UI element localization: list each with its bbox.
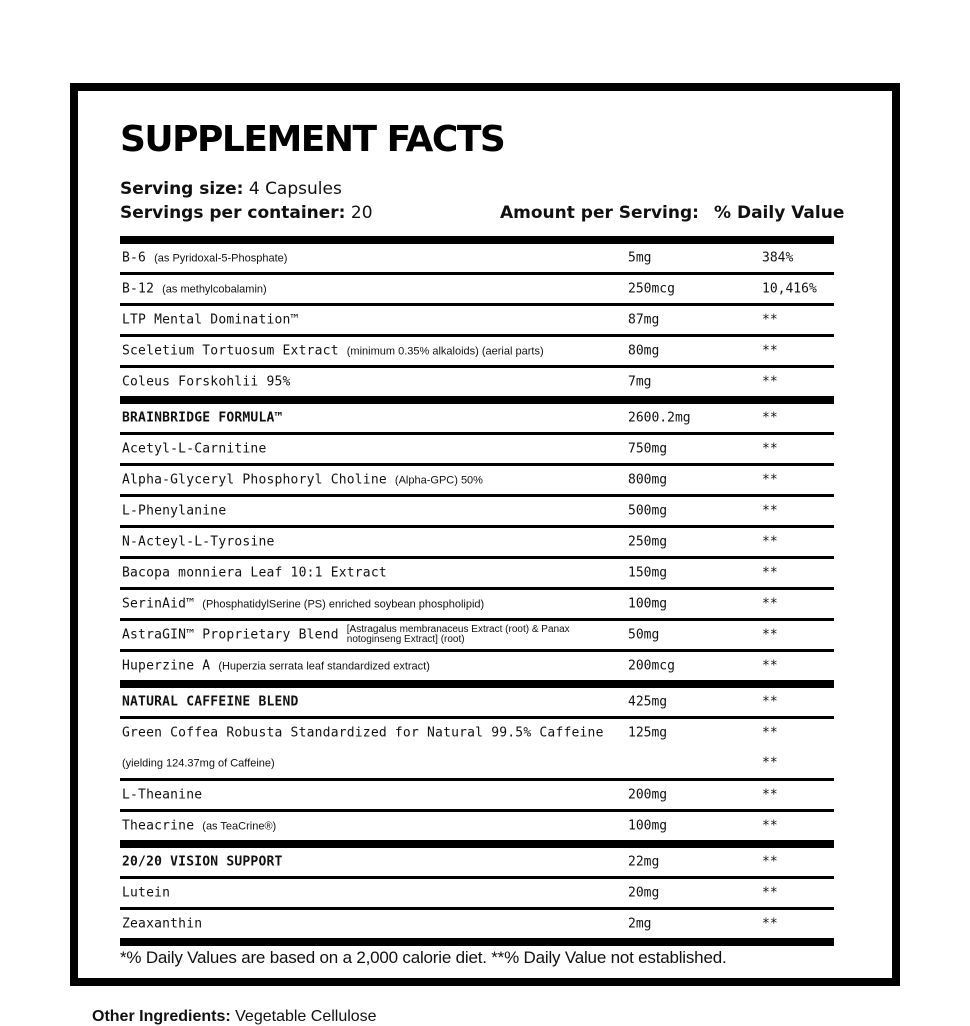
serving-size bbox=[120, 179, 342, 199]
facts-table bbox=[120, 236, 834, 946]
ingredient-note: (PhosphatidylSerine (PS) enriched soybean phospholipid) bbox=[202, 598, 485, 611]
ingredient-note: (as TeaCrine®) bbox=[202, 820, 277, 833]
ingredient-name: Sceletium Tortuosum Extract bbox=[122, 343, 339, 359]
table-row bbox=[120, 556, 834, 587]
serving-size-value: 4 Capsules bbox=[248, 179, 342, 199]
section-title: 20/20 VISION SUPPORT bbox=[122, 854, 283, 870]
ingredient-amount: 50mg bbox=[628, 627, 660, 643]
table-row bbox=[120, 236, 834, 272]
ingredient-dv: ** bbox=[762, 472, 778, 488]
ingredient-amount: 125mg bbox=[628, 725, 668, 741]
ingredient-name: SerinAid™ bbox=[122, 596, 195, 612]
amount-column-header: Amount per Serving: bbox=[500, 203, 699, 223]
ingredient-amount: 100mg bbox=[628, 596, 668, 612]
ingredient-dv: ** bbox=[762, 854, 778, 870]
ingredient-name: Lutein bbox=[122, 885, 171, 901]
section-row-brainbridge bbox=[120, 396, 834, 432]
table-row bbox=[120, 876, 834, 907]
ingredient-dv: ** bbox=[762, 694, 778, 710]
ingredient-dv: ** bbox=[762, 916, 778, 932]
table-row bbox=[120, 716, 834, 747]
ingredient-note: (minimum 0.35% alkaloids) (aerial parts) bbox=[346, 345, 544, 358]
ingredient-dv: ** bbox=[762, 596, 778, 612]
ingredient-dv: ** bbox=[762, 534, 778, 550]
other-ingredients-value: Vegetable Cellulose bbox=[235, 1008, 377, 1025]
ingredient-dv: 10,416% bbox=[762, 281, 817, 297]
ingredient-name: L-Theanine bbox=[122, 787, 203, 803]
daily-value-footnote: *% Daily Values are based on a 2,000 calorie diet. **% Daily Value not established. bbox=[120, 948, 727, 967]
ingredient-dv: ** bbox=[762, 885, 778, 901]
ingredient-amount: 2mg bbox=[628, 916, 652, 932]
table-row bbox=[120, 809, 834, 840]
ingredient-amount: 5mg bbox=[628, 250, 652, 266]
ingredient-name: Alpha-Glyceryl Phosphoryl Choline bbox=[122, 472, 387, 488]
ingredient-amount: 22mg bbox=[628, 854, 660, 870]
ingredient-note: (Alpha-GPC) 50% bbox=[394, 474, 483, 487]
table-row bbox=[120, 303, 834, 334]
ingredient-dv: ** bbox=[762, 503, 778, 519]
section-title: BRAINBRIDGE FORMULA™ bbox=[122, 410, 283, 426]
ingredient-name: B-6 bbox=[122, 250, 147, 266]
ingredient-name: N-Acteyl-L-Tyrosine bbox=[122, 534, 275, 550]
ingredient-name: Acetyl-L-Carnitine bbox=[122, 441, 267, 457]
ingredient-note: (yielding 124.37mg of Caffeine) bbox=[122, 757, 275, 769]
ingredient-name: Bacopa monniera Leaf 10:1 Extract bbox=[122, 565, 387, 581]
other-ingredients bbox=[92, 1008, 377, 1026]
ingredient-dv: ** bbox=[762, 441, 778, 457]
supplement-facts-panel bbox=[70, 83, 900, 986]
ingredient-dv: ** bbox=[762, 627, 778, 643]
ingredient-amount: 200mcg bbox=[628, 658, 675, 674]
ingredient-dv: ** bbox=[762, 312, 778, 328]
ingredient-name: B-12 bbox=[122, 281, 155, 297]
ingredient-amount: 150mg bbox=[628, 565, 668, 581]
ingredient-amount: 87mg bbox=[628, 312, 660, 328]
ingredient-name: Coleus Forskohlii 95% bbox=[122, 374, 291, 390]
panel-title: SUPPLEMENT FACTS bbox=[120, 119, 505, 160]
ingredient-dv: ** bbox=[762, 725, 778, 741]
table-row bbox=[120, 747, 834, 778]
ingredient-amount: 425mg bbox=[628, 694, 668, 710]
table-row bbox=[120, 778, 834, 809]
ingredient-name: AstraGIN™ Proprietary Blend bbox=[122, 627, 339, 643]
table-row bbox=[120, 649, 834, 680]
section-title: NATURAL CAFFEINE BLEND bbox=[122, 694, 299, 710]
ingredient-name: Theacrine bbox=[122, 818, 195, 834]
ingredient-name: Zeaxanthin bbox=[122, 916, 203, 932]
table-row bbox=[120, 907, 834, 938]
ingredient-note: (as Pyridoxal-5-Phosphate) bbox=[154, 252, 288, 265]
ingredient-amount: 7mg bbox=[628, 374, 652, 390]
ingredient-dv: ** bbox=[762, 755, 778, 770]
ingredient-amount: 500mg bbox=[628, 503, 668, 519]
table-row bbox=[120, 365, 834, 396]
servings-value: 20 bbox=[350, 203, 373, 223]
ingredient-note: [Astragalus membranaceus Extract (root) & Panax notoginseng Extract] (root) bbox=[346, 624, 570, 645]
ingredient-dv: ** bbox=[762, 787, 778, 803]
servings-per-container bbox=[120, 203, 373, 223]
table-row bbox=[120, 272, 834, 303]
ingredient-amount: 20mg bbox=[628, 885, 660, 901]
ingredient-note: (as methylcobalamin) bbox=[162, 283, 267, 296]
ingredient-dv: ** bbox=[762, 343, 778, 359]
ingredient-amount: 200mg bbox=[628, 787, 668, 803]
table-row bbox=[120, 525, 834, 556]
ingredient-dv: ** bbox=[762, 565, 778, 581]
ingredient-amount: 750mg bbox=[628, 441, 668, 457]
ingredient-dv: 384% bbox=[762, 250, 794, 266]
ingredient-amount: 800mg bbox=[628, 472, 668, 488]
table-row bbox=[120, 432, 834, 463]
bottom-divider bbox=[120, 938, 834, 946]
section-row-caffeine bbox=[120, 680, 834, 716]
ingredient-amount: 250mcg bbox=[628, 281, 675, 297]
section-row-vision bbox=[120, 840, 834, 876]
daily-value-column-header: % Daily Value bbox=[714, 203, 845, 223]
ingredient-dv: ** bbox=[762, 374, 778, 390]
ingredient-name: Green Coffea Robusta Standardized for Natural 99.5% Caffeine bbox=[122, 725, 604, 741]
ingredient-note: (Huperzia serrata leaf standardized extract) bbox=[218, 660, 430, 673]
ingredient-dv: ** bbox=[762, 410, 778, 426]
ingredient-name: LTP Mental Domination™ bbox=[122, 312, 299, 328]
table-row bbox=[120, 618, 834, 649]
ingredient-name: L-Phenylanine bbox=[122, 503, 227, 519]
ingredient-amount: 250mg bbox=[628, 534, 668, 550]
ingredient-dv: ** bbox=[762, 818, 778, 834]
other-ingredients-label: Other Ingredients: bbox=[92, 1008, 231, 1025]
table-row bbox=[120, 334, 834, 365]
ingredient-amount: 100mg bbox=[628, 818, 668, 834]
ingredient-name: Huperzine A bbox=[122, 658, 211, 674]
serving-size-label: Serving size: bbox=[120, 179, 244, 199]
ingredient-dv: ** bbox=[762, 658, 778, 674]
ingredient-amount: 80mg bbox=[628, 343, 660, 359]
table-row bbox=[120, 463, 834, 494]
table-row bbox=[120, 494, 834, 525]
table-row bbox=[120, 587, 834, 618]
ingredient-amount: 2600.2mg bbox=[628, 410, 691, 426]
servings-label: Servings per container: bbox=[120, 203, 346, 223]
